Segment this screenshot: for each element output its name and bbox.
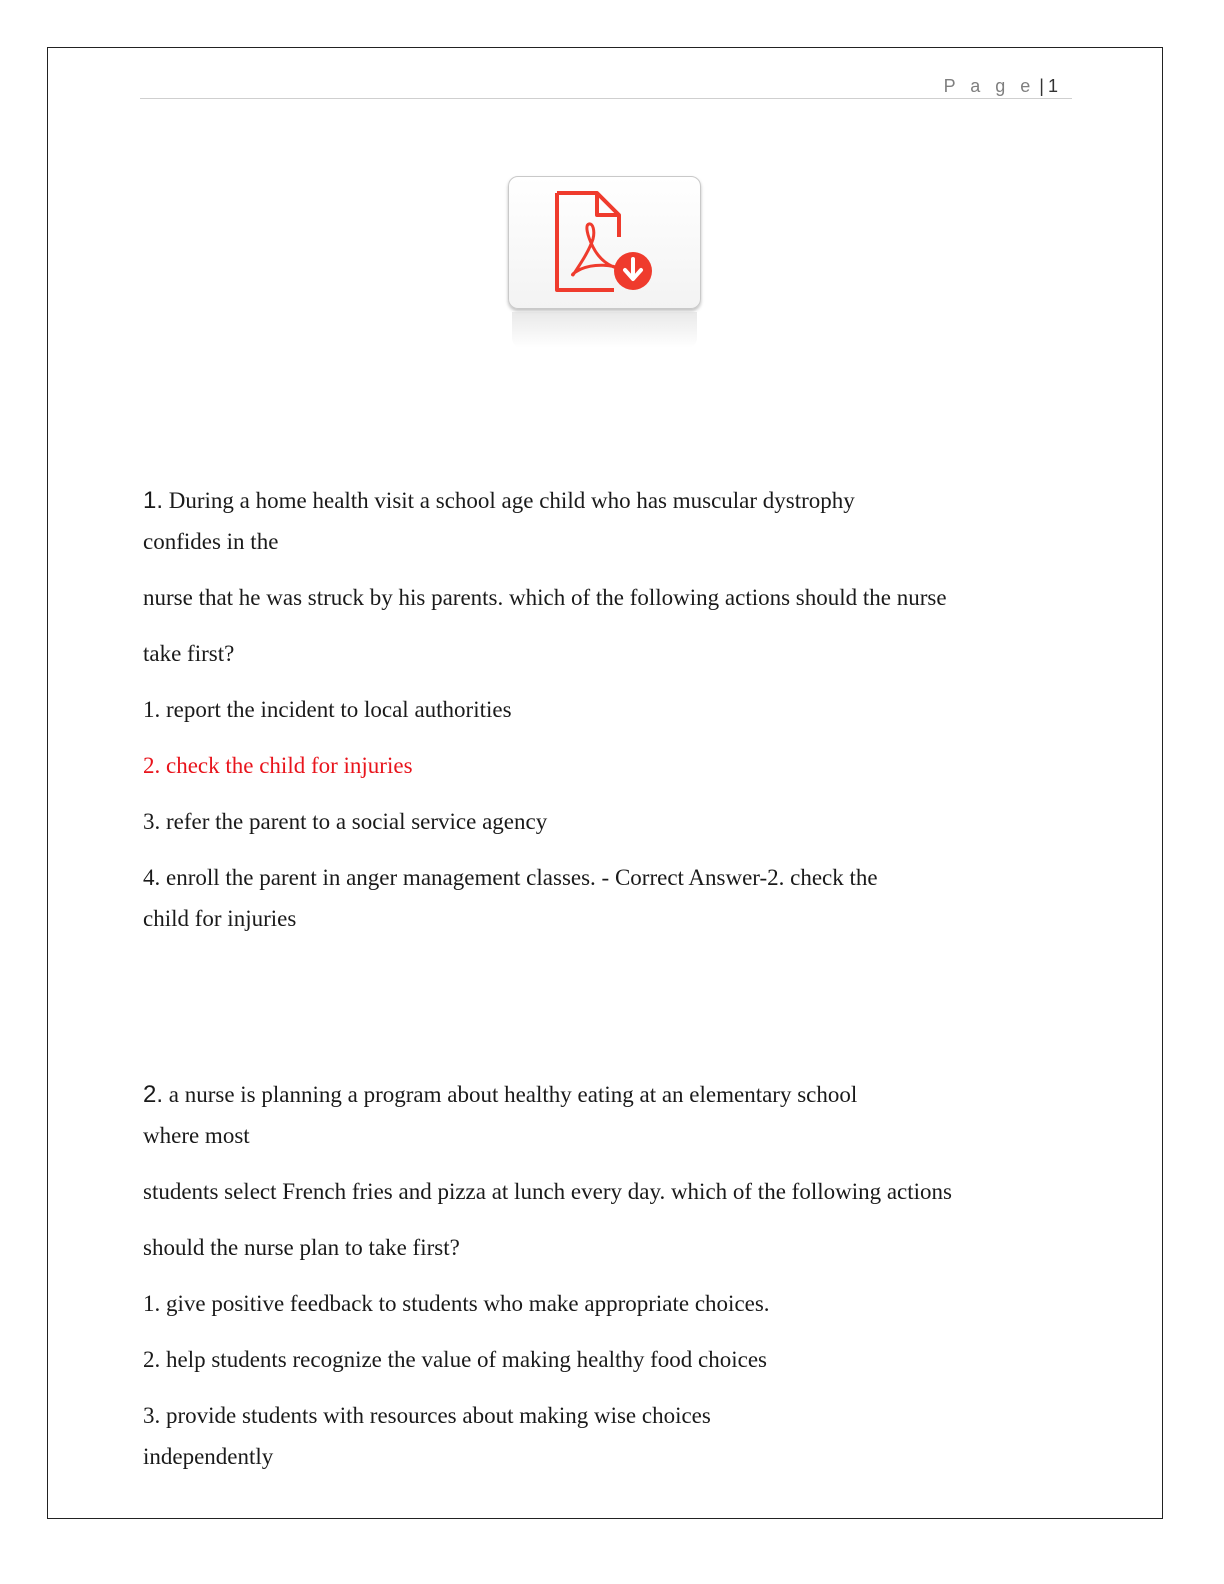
q2-option-1: 1. give positive feedback to students who make appropriate choices. xyxy=(143,1291,770,1316)
q2-option-2: 2. help students recognize the value of making healthy food choices xyxy=(143,1347,767,1372)
q1-stem-text-1: During a home health visit a school age child who has muscular dystrophy xyxy=(168,488,855,513)
q1-option-3: 3. refer the parent to a social service agency xyxy=(143,809,548,834)
q2-option-3-continuation: independently xyxy=(143,1444,274,1469)
q1-option-1: 1. report the incident to local authorities xyxy=(143,697,512,722)
q1-stem-line-4: take first? xyxy=(143,641,235,666)
q1-number: 1. xyxy=(143,487,164,514)
q2-stem-line-2: where most xyxy=(143,1123,250,1148)
q2-stem-text-1: a nurse is planning a program about healthy eating at an elementary school xyxy=(168,1082,858,1107)
q2-stem-line-1 xyxy=(143,1081,857,1109)
q1-option-4: 4. enroll the parent in anger management classes. - Correct Answer-2. check the xyxy=(143,865,878,890)
q2-stem-line-4: should the nurse plan to take first? xyxy=(143,1235,460,1260)
q1-stem-line-2: confides in the xyxy=(143,529,279,554)
header-separator: | xyxy=(1039,76,1044,96)
page-number-label xyxy=(944,76,1058,97)
q1-stem-line-3: nurse that he was struck by his parents. which of the following actions should the nurse xyxy=(143,585,947,610)
q1-stem-line-1 xyxy=(143,487,855,515)
page-header xyxy=(140,74,1072,99)
q2-number: 2. xyxy=(143,1081,164,1108)
pdf-download-badge[interactable] xyxy=(508,176,701,309)
badge-reflection xyxy=(512,312,697,348)
q2-option-3: 3. provide students with resources about making wise choices xyxy=(143,1403,711,1428)
q1-option-2-correct: 2. check the child for injuries xyxy=(143,753,413,778)
q1-answer-continuation: child for injuries xyxy=(143,906,297,931)
page-label: P a g e xyxy=(943,76,1036,96)
page-number: 1 xyxy=(1047,76,1058,96)
q2-stem-line-3: students select French fries and pizza at lunch every day. which of the following actions xyxy=(143,1179,952,1204)
pdf-download-icon xyxy=(509,177,699,307)
